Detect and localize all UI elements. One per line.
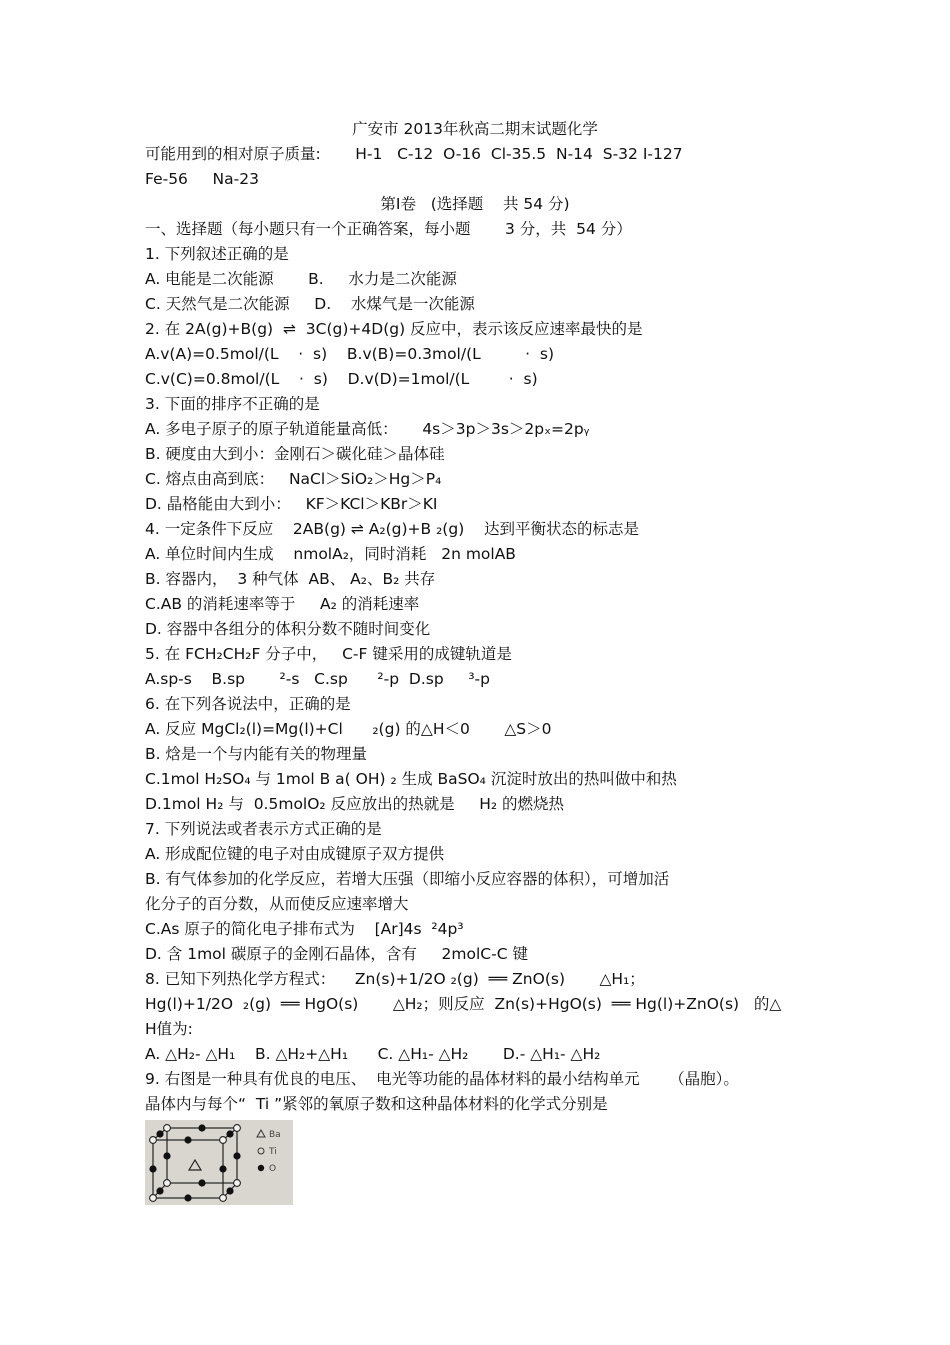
question-line: C.As 原子的简化电子排布式为 [Ar]4s ²4p³	[145, 920, 464, 938]
oxygen-atom	[198, 1124, 205, 1131]
oxygen-atom	[226, 1130, 233, 1137]
question-line: C.1mol H₂SO₄ 与 1mol B a( OH) ₂ 生成 BaSO₄ 沉淀时放出的热叫做中和热	[145, 770, 677, 788]
question-line: A.sp-s B.sp ²-s C.sp ²-p D.sp ³-p	[145, 670, 490, 688]
question-line: Hg(l)+1/2O ₂(g) ══ HgO(s) △H₂；则反应 Zn(s)+HgO(s) ══ Hg(l)+ZnO(s) 的△	[145, 995, 782, 1013]
question-line: A. △H₂- △H₁ B. △H₂+△H₁ C. △H₁- △H₂ D.- △H₁- △H₂	[145, 1045, 601, 1063]
question-line: B. 焓是一个与内能有关的物理量	[145, 745, 367, 763]
question-line: D. 晶格能由大到小： KF＞KCl＞KBr＞KI	[145, 495, 438, 513]
question-line: B. 有气体参加的化学反应，若增大压强（即缩小反应容器的体积），可增加活	[145, 870, 670, 888]
question-line: A. 单位时间内生成 nmolA₂，同时消耗 2n molAB	[145, 545, 516, 563]
question-line: 9. 右图是一种具有优良的电压、 电光等功能的晶体材料的最小结构单元 （晶胞）。	[145, 1070, 739, 1088]
question-line: 晶体内与每个“ Ti ”紧邻的氧原子数和这种晶体材料的化学式分别是	[145, 1095, 608, 1113]
oxygen-atom	[184, 1136, 191, 1143]
legend-o-label: O	[269, 1164, 277, 1174]
titanium-atom	[150, 1137, 157, 1144]
question-line: C. 天然气是二次能源 D. 水煤气是一次能源	[145, 295, 475, 313]
question-line: 5. 在 FCH₂CH₂F 分子中， C-F 键采用的成键轨道是	[145, 645, 512, 663]
question-line: D. 容器中各组分的体积分数不随时间变化	[145, 620, 431, 638]
oxygen-atom	[198, 1179, 205, 1186]
legend-o-symbol	[258, 1165, 264, 1171]
question-line: 4. 一定条件下反应 2AB(g) ⇌ A₂(g)+B ₂(g) 达到平衡状态的标志是	[145, 520, 639, 538]
question-line: H值为:	[145, 1020, 193, 1038]
question-line: 2. 在 2A(g)+B(g) ⇌ 3C(g)+4D(g) 反应中，表示该反应速率最快的是	[145, 320, 643, 338]
part-heading: 第Ⅰ卷 (选择题 共 54 分)	[380, 195, 570, 213]
titanium-atom	[234, 1125, 241, 1132]
question-line: B. 硬度由大到小：金刚石＞碳化硅＞晶体硅	[145, 445, 445, 463]
oxygen-atom	[149, 1165, 156, 1172]
oxygen-atom	[163, 1152, 170, 1159]
oxygen-atom	[219, 1165, 226, 1172]
atomic-masses-line: 可能用到的相对原子质量: H-1 C-12 O-16 Cl-35.5 N-14 S-32 I-127	[145, 145, 683, 163]
question-line: A.v(A)=0.5mol/(L · s) B.v(B)=0.3mol/(L · s)	[145, 345, 555, 363]
titanium-atom	[220, 1137, 227, 1144]
question-line: D.1mol H₂ 与 0.5molO₂ 反应放出的热就是 H₂ 的燃烧热	[145, 795, 565, 813]
legend-ti-label: Ti	[269, 1147, 277, 1157]
question-line: B. 容器内， 3 种气体 AB、 A₂、B₂ 共存	[145, 570, 436, 588]
oxygen-atom	[233, 1152, 240, 1159]
legend-ba-symbol	[257, 1130, 265, 1137]
question-line: 8. 已知下列热化学方程式： Zn(s)+1/2O ₂(g) ══ ZnO(s) △H₁；	[145, 970, 645, 988]
question-line: A. 电能是二次能源 B. 水力是二次能源	[145, 270, 457, 288]
question-line: C.v(C)=0.8mol/(L · s) D.v(D)=1mol/(L · s)	[145, 370, 538, 388]
oxygen-atom	[226, 1187, 233, 1194]
legend-ti-symbol	[258, 1148, 264, 1154]
question-line: C.AB 的消耗速率等于 A₂ 的消耗速率	[145, 595, 420, 613]
question-line: 化分子的百分数，从而使反应速率增大	[145, 895, 409, 913]
document-title: 广安市 2013年秋高二期末试题化学	[352, 120, 598, 138]
oxygen-atom	[184, 1194, 191, 1201]
titanium-atom	[164, 1125, 171, 1132]
question-line: 6. 在下列各说法中，正确的是	[145, 695, 351, 713]
titanium-atom	[164, 1180, 171, 1187]
oxygen-atom	[156, 1130, 163, 1137]
question-line: C. 熔点由高到底： NaCl＞SiO₂＞Hg＞P₄	[145, 470, 442, 488]
atomic-masses-line-2: Fe-56 Na-23	[145, 170, 259, 188]
question-line: 3. 下面的排序不正确的是	[145, 395, 320, 413]
legend-ba-label: Ba	[269, 1130, 281, 1140]
question-line: 1. 下列叙述正确的是	[145, 245, 289, 263]
crystal-cell-figure	[145, 1120, 293, 1205]
section-heading: 一、选择题（每小题只有一个正确答案，每小题 3 分，共 54 分）	[145, 220, 632, 238]
question-line: A. 反应 MgCl₂(l)=Mg(l)+Cl ₂(g) 的△H＜0 △S＞0	[145, 720, 552, 738]
titanium-atom	[150, 1195, 157, 1202]
question-line: A. 多电子原子的原子轨道能量高低： 4s＞3p＞3s＞2pₓ=2pᵧ	[145, 420, 590, 438]
barium-atom	[189, 1160, 201, 1170]
titanium-atom	[220, 1195, 227, 1202]
oxygen-atom	[156, 1187, 163, 1194]
crystal-cell-diagram	[145, 1120, 293, 1205]
question-line: D. 含 1mol 碳原子的金刚石晶体，含有 2molC-C 键	[145, 945, 528, 963]
titanium-atom	[234, 1180, 241, 1187]
question-line: A. 形成配位键的电子对由成键原子双方提供	[145, 845, 445, 863]
cube-front-face	[153, 1140, 223, 1198]
question-line: 7. 下列说法或者表示方式正确的是	[145, 820, 382, 838]
